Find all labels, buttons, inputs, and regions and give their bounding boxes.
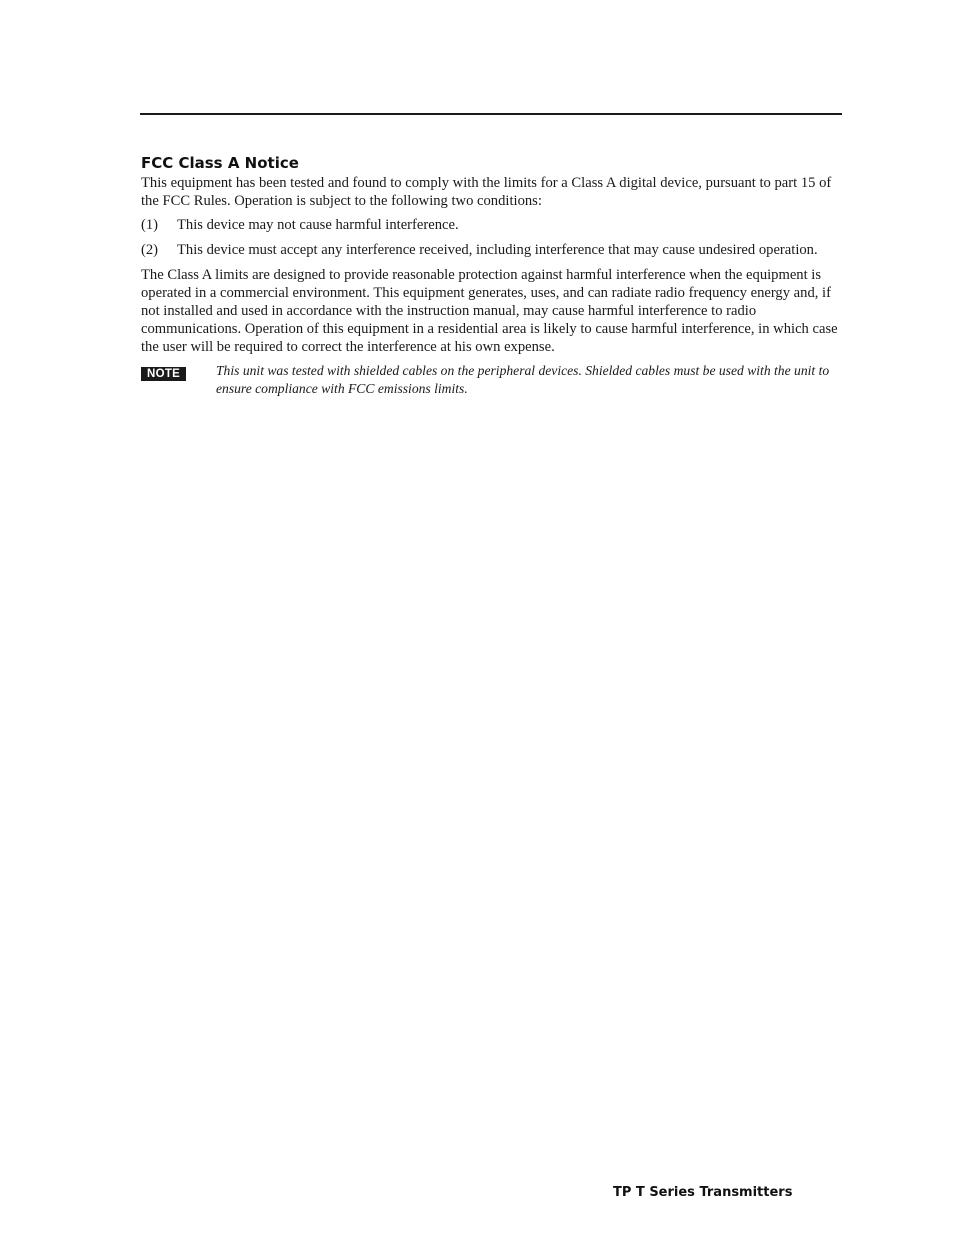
note-badge-container	[141, 362, 216, 398]
note-text: This unit was tested with shielded cables on the peripheral devices. Shielded cables must be used with the unit to ensure compliance with FCC emissions limits.	[216, 363, 830, 396]
condition-number: (2)	[141, 242, 159, 258]
footer-title: TP T Series Transmitters	[613, 1185, 793, 1200]
section-heading: FCC Class A Notice	[141, 154, 299, 172]
header-rule	[140, 113, 842, 115]
conditions-list	[141, 216, 843, 259]
condition-text: This device may not cause harmful interference.	[177, 217, 459, 233]
fcc-notice-section	[141, 154, 843, 398]
intro-paragraph: This equipment has been tested and found to comply with the limits for a Class A digital device, pursuant to part 15 of the FCC Rules. Operation is subject to the following two conditions:	[141, 175, 832, 209]
condition-text: This device must accept any interference received, including interference that may cause undesired operation.	[177, 242, 818, 258]
note-block	[141, 362, 843, 398]
note-badge: NOTE	[141, 367, 186, 381]
condition-item	[141, 241, 843, 259]
condition-item	[141, 216, 843, 234]
condition-number: (1)	[141, 217, 159, 233]
body-paragraph: The Class A limits are designed to provide reasonable protection against harmful interference when the equipment is operated in a commercial environment. This equipment generates, uses, and can radiate radio frequency energy and, if not installed and used in accordance with the instruction manual, may cause harmful interference to radio communications. Operation of this equipment in a residential area is likely to cause harmful interference, in which case the user will be required to correct the interference at his own expense.	[141, 267, 838, 355]
